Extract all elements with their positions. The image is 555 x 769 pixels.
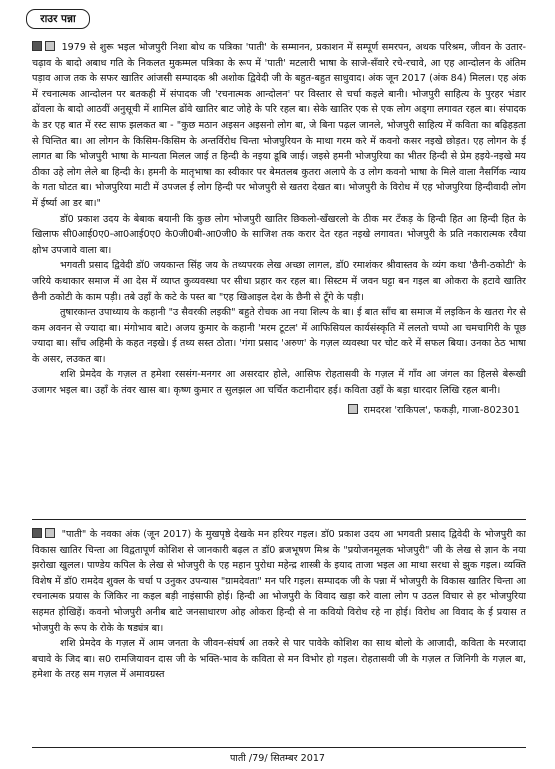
paragraph: भगवती प्रसाद द्विवेदी डॉ0 जयकान्त सिंह जय के तथ्यपरक लेख अच्छा लागल, डॉ0 रमाशंकर श्रीवास्तव के व्यंग कथा 'छैनी-ठकोटी' के जरिये कथाकार समाज में आ देस में व्याप्त कुव्यवस्था पर सीधा प्रहार कर रहल बा। सिस्टम में जवन घट्टा बन गइल बा ओकरा के हटावे खातिर छैनी ठकोटी के काम पड़ी। तबे उहाँ के कटे के पस्त बा "एह खिआइल देश के छैनी से टूँगे के पड़ी। (32, 260, 526, 303)
bullet-square-icon (32, 41, 42, 51)
paragraph: तुषारकान्त उपाध्याय के कहानी "उ सैवरकी लइकी" बहुते रोचक आ नया शिल्प के बा। ई बात साँच बा समाज में लइकिन के खतरा गेर से कम अवनन से ज्यादा बा। मंगोभाव बाटे। अजय कुमार के कहानी 'मरम टूटल' में आफिसियल कार्यसंस्कृति में ललतो चप्पो आ चमचागिरी के पूछ ज्यादा बा। साँच अहिमी के कहत नइखे। ई तथ्य सस्त ठोता। 'गंगा प्रसाद 'अरुण' के गज़ल व्यवस्था पर चोट करे में सफल बिया। उनका ठेठ भाषा के असर, लउकत बा। (32, 307, 526, 365)
paragraph (32, 527, 526, 636)
bullet-square-icon (45, 41, 55, 51)
footer-divider (32, 747, 526, 748)
paragraph: शशि प्रेमदेव के गज़ल में आम जनता के जीवन-संघर्ष आ तकरे से पार पावेके कोशिश का साथ बोलो के आजादी, कविता के मरजादा बचावे के जिद बा। स0 रामजियावन दास जी के भक्ति-भाव के कविता से मन विभोर हो गइल। रोहतासवी जी के गज़ल त जिनिगी के गज़ल बा, हमेशा के तरह सम गज़ल में अमावग्रस्त (32, 638, 526, 681)
divider (32, 519, 526, 520)
paragraph (32, 40, 526, 212)
page-footer: पाती /79/ सितम्बर 2017 (229, 753, 326, 764)
bullet-square-icon (348, 404, 358, 414)
letter-1 (32, 40, 526, 514)
paragraph: शशि प्रेमदेव के गज़ल त हमेशा रससंग-मनगर आ असरदार होले, आसिफ रोहतासवी के गज़ल में गाँव आ जंगल का हिलसे बेरूखी उजागर भइल बा। उहाँ के तंवर खास बा। कृष्ण कुमार त सुलझल आ चर्चित कटानीदार हई। कविता उहाँ के बड़ा धारदार लिखि रहल बानी। (32, 369, 526, 397)
paragraph-text: "पाती" के नवका अंक (जून 2017) के मुखपृष्ठे देखके मन हरियर गइल। डॉ0 प्रकाश उदय आ भगवती प्रसाद द्विवेदी के भोजपुरी का विकास खातिर चिन्ता आ विद्वतापूर्ण कोशिश से जानकारी बढ़ल त डॉ0 ब्रजभूषण मिश्र के "प्रयोजनमूलक भोजपुरी" जी के लेख से ज्ञान के नया झरोखा खुलल। पाण्डेय कपिल के लेख से भोजपुरी के एह महान पुरोधा महेन्द्र शास्त्री के इयाद ताजा भइल आ माथा सरधा से झुक गइल। व्यक्ति विशेष में डॉ0 रामदेव शुक्ल के चर्चा प उनुकर उपन्यास "ग्रामदेवता" मन परि गइल। सम्पादक जी के पन्ना में भोजपुरी के विकास खातिर चिन्ता आ रचनात्मक प्रयास के जिकिर ना कइल बड़ी नाइंसाफी होई। हिन्दी आ भोजपुरी के विवाद खड़ा करे वाला लोग प उठल विचार से हर भोजपुरिया सहमत होखिहें। कवनो भोजपुरी अनीब बाटे जनसाधारण ओह ओकरा हिन्दी से ना कवियो विरोध रहे ना होई। विरोध आ विवाद के ई प्रयास त भोजपुरी के रूप के रोके के षड्यंत्र बा। (32, 529, 526, 634)
section-tag: राउर पन्ना (26, 9, 90, 29)
signature: रामदरश 'राकिपल', फकड़ी, गाजा-802301 (32, 403, 520, 419)
paragraph-text: 1979 से शुरू भइल भोजपुरी निशा बोध क पत्रिका 'पाती' के सम्मानन, प्रकाशन में सम्पूर्ण समरपन, अथक परिश्रम, जीवन के उतार-चढ़ाव के बादो अबाध गति के निकलत मुकम्मल पत्रिका के रूप में 'पाती' मटलारी भाषा के साजे-सँवारे रचे-रचावे, आ एह आन्दोलन के अंतिम पड़ाव आज तक के सफर खातिर आंजसी सम्पादक श्री अशोक द्विवेदी जी के बहुत-बहुत साधुवाद। अंक जून 2017 (अंक 84) मिलल। एह अंक में रचनात्मक आन्दोलन पर बतकही में संपादक जी 'रचनात्मक आन्दोलन' पर विस्तार से चर्चा कइले बानी। भोजपुरी साहित्य के पुरहर भंडार ढोंवला के बादो आठवीं अनुसूची में शामिल ढोंवे खातिर बाट जोहे के परि रहल बा। सेके खातिर एक से एक लोग अड्गा लगावत रहल बा। संपादक के डर एह बात में रस्ट साफ झलकत बा - "कुछ मठान अइसन अइसनो लोग बा, जे बिना पढ़ल जानले, भोजपुरी साहित्य में कविता का बढ़िहड़ता से चिन्तित बा। आ लोगन के किसिम-किसिम के अन्तर्विरोध चिन्ता भोजपुरियन के माथा गरम करे में कवनो कसर नइखे छोड़त। एह लोगन के ई लागत बा कि भोजपुरी भाषा के मान्यता मिलल जाई त हिन्दी के नइया डूबि जाई। जइसे हमनी भोजपुरिया का भीतर हिन्दी से प्रेम हइये-नइखे मय ठीका उहे लोग लेले बा हिन्दी के। हमनी के मातृभाषा का स्वीकार पर बेमतलब कुतरा अलापे के उ लोग कवनो भाषा के मिले वाला नैसर्गिक न्याय के गता घोटत बा। भोजपुरिया माटी में उपजल ई लोग हिन्दी पर भोजपुरी से खतरा देखत बा। भोजपुरी के विरोध में एह भोजपुरिया हिन्दीवादी लोग में ईर्ष्या आ डर बा।" (32, 42, 526, 209)
bullet-square-icon (45, 528, 55, 538)
bullet-square-icon (32, 528, 42, 538)
paragraph: डॉ0 प्रकाश उदय के बेबाक बयानी कि कुछ लोग भोजपुरी खातिर छिकलो-खँखरलो के ठीक मर टँकड़ के हिन्दी हित आ हिन्दी हित के खिलाफ सी0आई0ए0-आ0आई0ए0 के0जी0बी-आ0जी0 के साजिश तक करार देत रहत नइखे लगावत। भोजपुरी के प्रति नकारात्मक रवैया क्षोभ उपजावे वाला बा। (32, 213, 526, 256)
letter-2 (32, 527, 526, 743)
